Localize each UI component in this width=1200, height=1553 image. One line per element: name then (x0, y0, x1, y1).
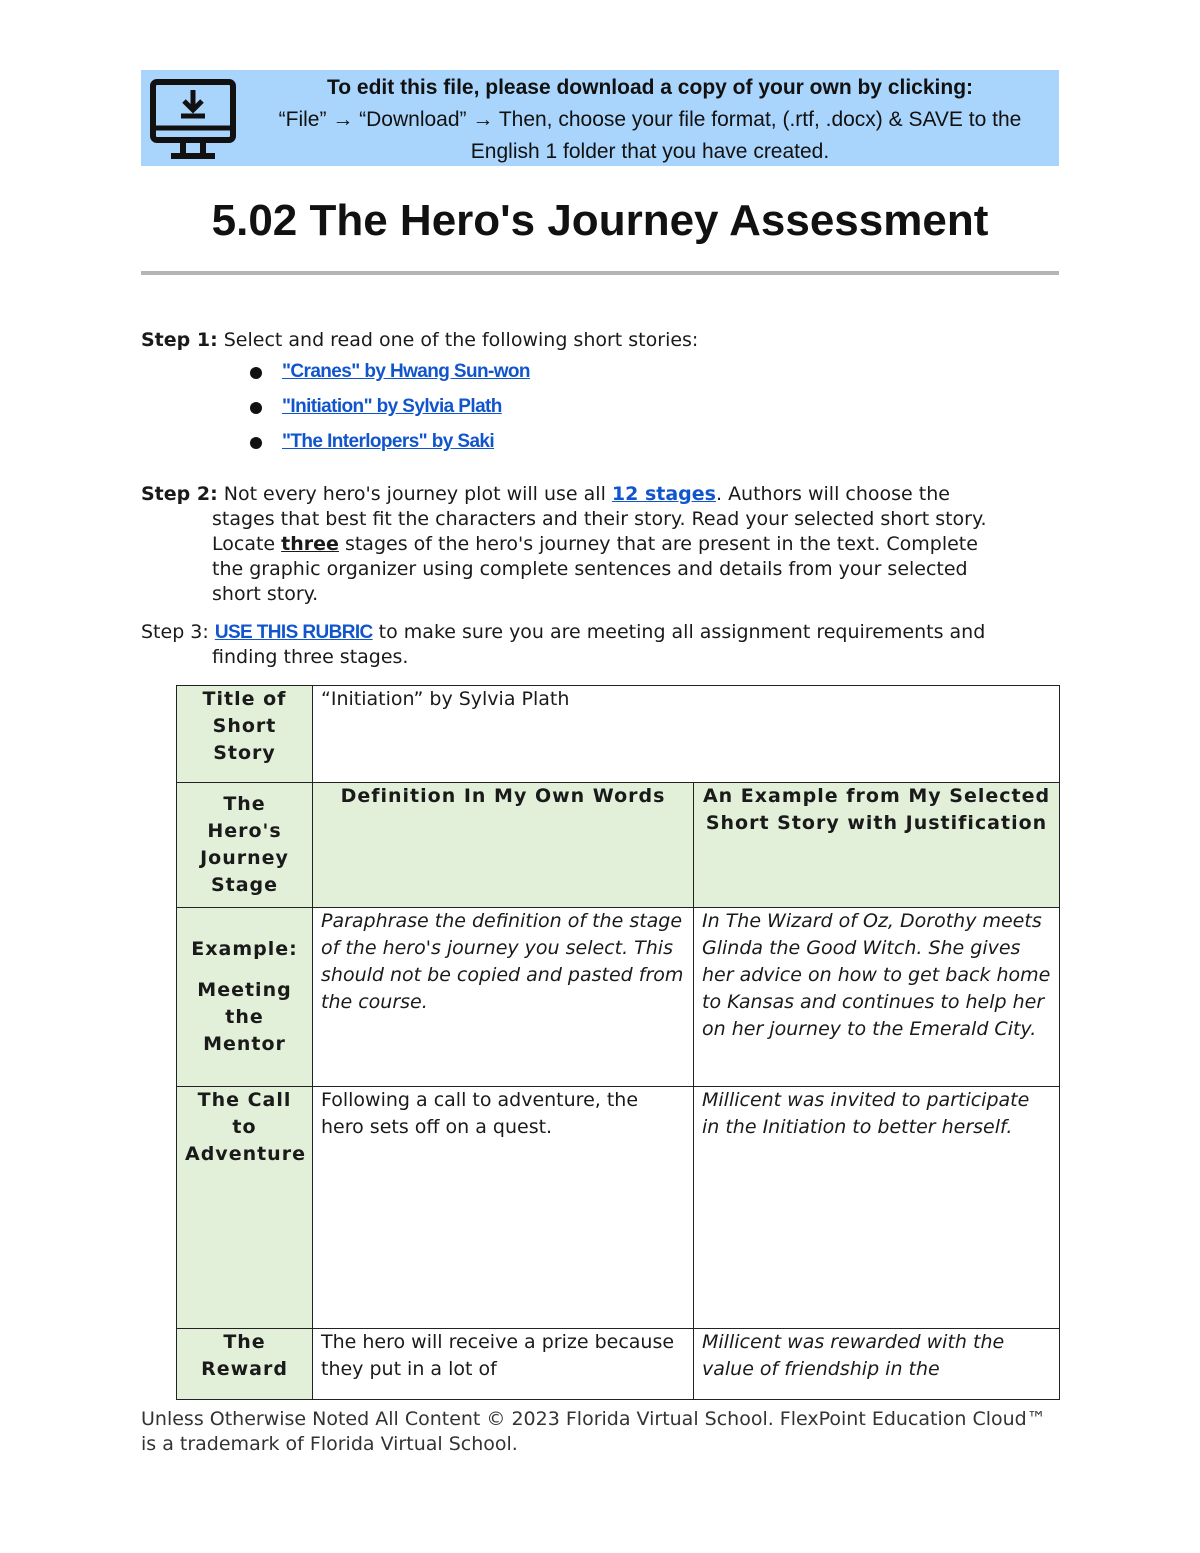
bullet-icon (250, 402, 262, 414)
step-1 (141, 328, 1059, 353)
definition-column-header: Definition In My Own Words (313, 783, 694, 908)
step-3-line-2: finding three stages. (212, 646, 409, 668)
step-2-line-3 (141, 532, 1059, 557)
bullet-icon (250, 437, 262, 449)
example-column-header: An Example from My Selected Short Story with Justification (694, 783, 1060, 908)
step-2-line-2: stages that best fit the characters and their story. Read your selected short story. (212, 508, 987, 530)
story-link-cranes[interactable]: "Cranes" by Hwang Sun-won (282, 361, 530, 382)
banner-line-3: English 1 folder that you have created. (470, 140, 830, 163)
stage-column-header: The Hero's Journey Stage (177, 783, 313, 908)
step-2-line-3-b: stages of the hero's journey that are present in the text. Complete (338, 533, 978, 555)
step-2-line-3-a: Locate (212, 533, 282, 555)
page-title: 5.02 The Hero's Journey Assessment (211, 196, 989, 245)
banner-line-2: “File” → “Download” → Then, choose your file format, (.rtf, .docx) & SAVE to the (278, 108, 1022, 131)
example-cell[interactable]: Millicent was rewarded with the value of friendship in the (694, 1329, 1060, 1400)
example-definition-cell: Paraphrase the definition of the stage of the hero's journey you select. This should not be copied and pasted from the course. (313, 908, 694, 1087)
bullet-icon (250, 367, 262, 379)
example-text-cell: In The Wizard of Oz, Dorothy meets Glinda the Good Witch. She gives her advice on how to get back home to Kansas and continues to help her on her journey to the Emerald City. (694, 908, 1060, 1087)
stage-cell: The Reward (177, 1329, 313, 1400)
table-row (177, 686, 1060, 783)
graphic-organizer-table (176, 685, 1060, 1400)
three-emphasis: three (281, 533, 339, 555)
example-stage-cell (177, 908, 313, 1087)
title-label-cell: Title of Short Story (177, 686, 313, 783)
example-stage: Meeting the Mentor (197, 979, 292, 1055)
list-item (250, 393, 530, 428)
step-2-line-5: short story. (212, 583, 319, 605)
step-2-label: Step 2: (141, 483, 218, 505)
example-label: Example: (191, 938, 298, 960)
step-2-text-a: Not every hero's journey plot will use all (217, 483, 612, 505)
list-item (250, 428, 530, 463)
step-2 (141, 482, 1059, 607)
rubric-link[interactable]: USE THIS RUBRIC (214, 622, 373, 643)
banner-heading: To edit this file, please download a copy of your own by clicking: (326, 76, 974, 99)
download-instructions-banner (141, 70, 1059, 166)
step-3-label: Step 3: (141, 621, 215, 643)
copyright-footer: Unless Otherwise Noted All Content © 2023 Florida Virtual School. FlexPoint Education Cloud™ is a trademark of Florida Virtual School. (141, 1408, 1046, 1455)
table-row (177, 1087, 1060, 1329)
title-divider (141, 271, 1059, 275)
title-value-cell[interactable]: “Initiation” by Sylvia Plath (313, 686, 1060, 783)
step-2-text-b: . Authors will choose the (715, 483, 950, 505)
step-1-text: Select and read one of the following short stories: (217, 329, 699, 351)
step-3-text: to make sure you are meeting all assignment requirements and (372, 621, 986, 643)
banner-text (241, 72, 1059, 168)
definition-cell[interactable]: The hero will receive a prize because they put in a lot of (313, 1329, 694, 1400)
list-item (250, 358, 530, 393)
twelve-stages-link[interactable]: 12 stages (611, 483, 716, 505)
story-link-initiation[interactable]: "Initiation" by Sylvia Plath (282, 396, 502, 417)
step-2-line-4: the graphic organizer using complete sentences and details from your selected (212, 558, 968, 580)
download-monitor-icon (149, 76, 237, 164)
example-cell[interactable]: Millicent was invited to participate in the Initiation to better herself. (694, 1087, 1060, 1329)
table-row (177, 1329, 1060, 1400)
table-row (177, 783, 1060, 908)
definition-cell[interactable]: Following a call to adventure, the hero sets off on a quest. (313, 1087, 694, 1329)
story-link-interlopers[interactable]: "The Interlopers" by Saki (282, 431, 495, 452)
step-3 (141, 620, 1059, 670)
story-list (250, 358, 530, 463)
table-row (177, 908, 1060, 1087)
stage-cell: The Call to Adventure (177, 1087, 313, 1329)
step-1-label: Step 1: (141, 329, 218, 351)
